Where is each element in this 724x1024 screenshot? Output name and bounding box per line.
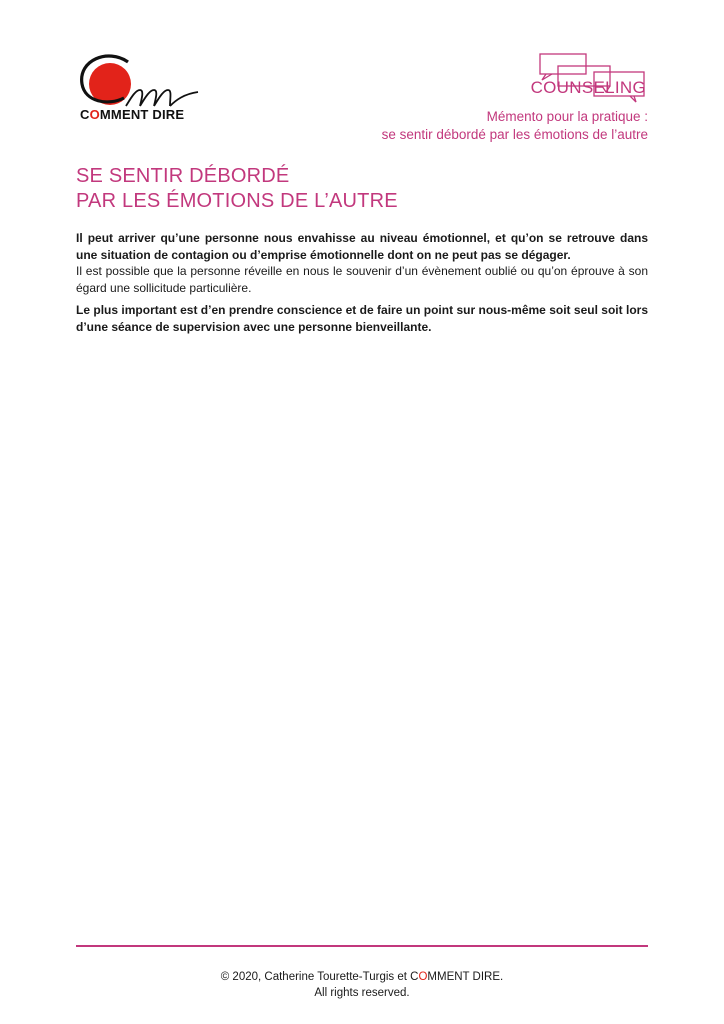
paragraph-2: Il est possible que la personne réveille en nous le souvenir d’un évènement oublié ou qu’on éprouve à son égard une sollicitude particulière.: [76, 264, 648, 295]
logo-wordmark: COMMENT DIRE: [80, 107, 185, 122]
paragraph-1: Il peut arriver qu’une personne nous envahisse au niveau émotionnel, et qu’on se retrouve dans une situation de contagion ou d’emprise émotionnelle dont on ne peut pas se dégager.: [76, 231, 648, 262]
comment-dire-logo: [76, 50, 206, 125]
paragraph-3: Le plus important est d’en prendre conscience et de faire un point sur nous-même soit seul soit lors d’une séance de supervision avec une personne bienveillante.: [76, 303, 648, 334]
footer: [0, 969, 724, 1001]
page-title: [76, 164, 398, 214]
title-line-2: PAR LES ÉMOTIONS DE L’AUTRE: [76, 190, 398, 212]
logo-mark-icon: [76, 50, 206, 110]
counseling-badge: [530, 52, 648, 104]
footer-divider: [76, 945, 648, 947]
body-text: [76, 230, 648, 335]
copyright-line: © 2020, Catherine Tourette-Turgis et COMMENT DIRE.: [220, 971, 504, 983]
memento-line-2: se sentir débordé par les émotions de l’autre: [381, 127, 648, 142]
memento-line-1: Mémento pour la pratique :: [486, 109, 648, 124]
title-line-1: SE SENTIR DÉBORDÉ: [76, 165, 290, 187]
memento-subtitle: [382, 108, 648, 144]
badge-label: COUNSELING: [530, 78, 646, 97]
rights-line: All rights reserved.: [314, 987, 410, 999]
